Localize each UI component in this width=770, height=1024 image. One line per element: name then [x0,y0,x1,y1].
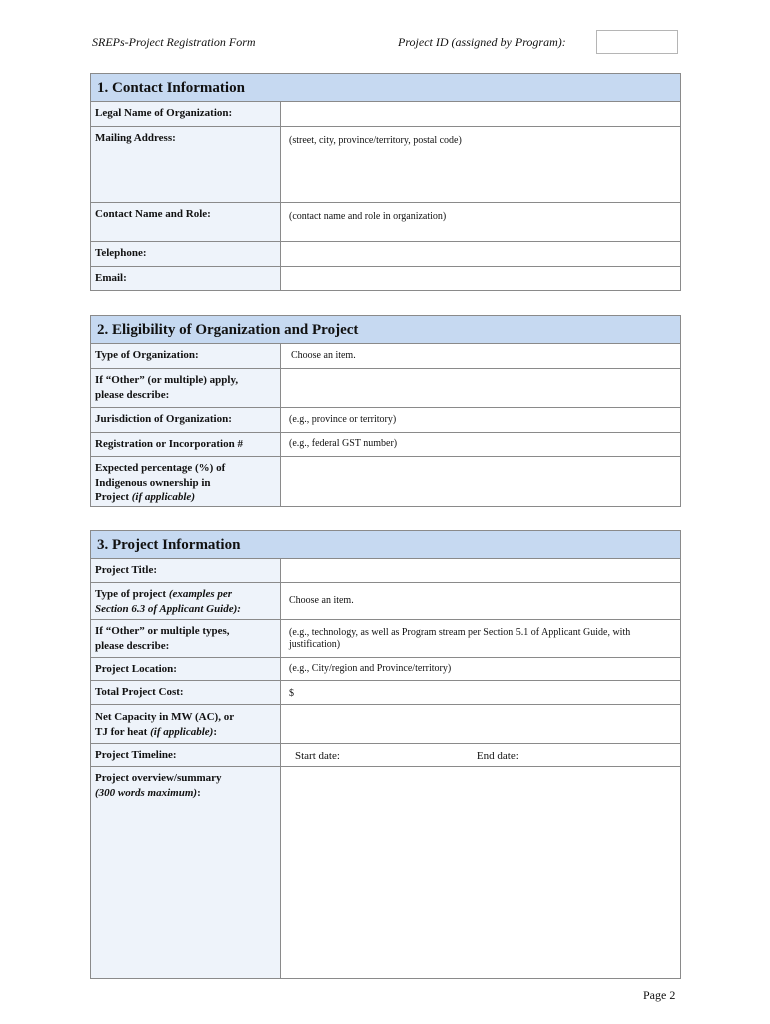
label-line: : [213,725,218,738]
row-label: Project Location: [91,658,281,680]
project-type-dropdown[interactable]: Choose an item. [289,595,354,606]
label-italic: (300 words maximum) [95,786,198,799]
label-line: If “Other” or multiple types, [95,625,230,637]
page-number: Page 2 [643,988,676,1002]
other-organization-field[interactable] [281,369,680,407]
row-label: Registration or Incorporation # [91,433,281,456]
indigenous-ownership-field[interactable] [281,457,680,506]
table-row [91,432,680,456]
section-contact-information [90,73,681,291]
label-line: Project [95,491,132,503]
label-line: TJ for heat [95,725,151,738]
label-line: please describe: [95,388,170,401]
table-row [91,743,680,766]
table-row [91,126,680,202]
row-label [91,620,281,657]
table-row [91,407,680,432]
project-overview-field[interactable] [281,767,680,978]
label-line: Net Capacity in MW (AC), or [95,711,235,723]
row-label: Project Title: [91,559,281,582]
row-label: Total Project Cost: [91,681,281,704]
net-capacity-field[interactable] [281,705,680,743]
section-eligibility [90,315,681,507]
row-label: Project Timeline: [91,744,281,766]
table-row [91,704,680,743]
registration-number-field[interactable]: (e.g., federal GST number) [289,438,398,449]
table-row [91,619,680,657]
label-line: Indigenous ownership in [95,476,211,489]
organization-type-dropdown[interactable]: Choose an item. [291,350,356,361]
table-row [91,766,680,978]
table-row [91,680,680,704]
label-italic: Section 6.3 of Applicant Guide): [95,602,241,615]
row-label [91,583,281,619]
section-title: 3. Project Information [91,531,680,559]
label-italic: (if applicable) [131,491,195,503]
row-label: Contact Name and Role: [91,203,281,241]
project-id-label: Project ID (assigned by Program): [398,35,566,49]
label-line: please describe: [95,639,170,652]
table-row [91,266,680,290]
table-row [91,559,680,582]
project-title-field[interactable] [281,559,680,582]
section-title: 1. Contact Information [91,74,680,102]
timeline-fields [281,744,519,766]
label-line: If “Other” (or multiple) apply, [95,374,239,386]
table-row [91,456,680,506]
row-label: Jurisdiction of Organization: [91,408,281,432]
label-line: Expected percentage (%) of [95,462,226,474]
row-label: Telephone: [91,242,281,266]
row-label: Type of Organization: [91,344,281,368]
table-row [91,241,680,266]
row-label [91,369,281,407]
end-date-field[interactable]: End date: [476,750,519,762]
start-date-field[interactable]: Start date: [295,750,340,762]
telephone-field[interactable] [281,242,680,266]
row-label: Legal Name of Organization: [91,102,281,126]
row-label: Email: [91,267,281,290]
row-label [91,705,281,743]
label-line: : [197,786,201,799]
table-row [91,657,680,680]
total-cost-field[interactable]: $ [289,688,294,699]
jurisdiction-field[interactable]: (e.g., province or territory) [289,414,397,425]
form-title: SREPs-Project Registration Form [92,35,256,49]
label-italic: (examples per [168,588,233,600]
label-italic: (if applicable) [150,725,214,738]
table-row [91,582,680,619]
section-title: 2. Eligibility of Organization and Project [91,316,680,344]
table-row [91,202,680,241]
row-label: Mailing Address: [91,127,281,202]
project-id-field[interactable] [596,30,678,54]
legal-name-field[interactable] [281,102,680,126]
label-line: Project overview/summary [95,772,222,784]
mailing-address-field[interactable]: (street, city, province/territory, postal code) [289,135,462,146]
project-location-field[interactable]: (e.g., City/region and Province/territory) [289,663,452,674]
section-project-information [90,530,681,979]
other-project-type-field[interactable]: (e.g., technology, as well as Program stream per Section 5.1 of Applicant Guide, with justification) [289,627,631,650]
contact-name-role-field[interactable]: (contact name and role in organization) [289,211,447,222]
table-row [91,368,680,407]
table-row [91,344,680,368]
table-row [91,102,680,126]
row-label [91,457,281,506]
row-label [91,767,281,978]
label-line: Type of project [95,588,169,600]
email-field[interactable] [281,267,680,290]
